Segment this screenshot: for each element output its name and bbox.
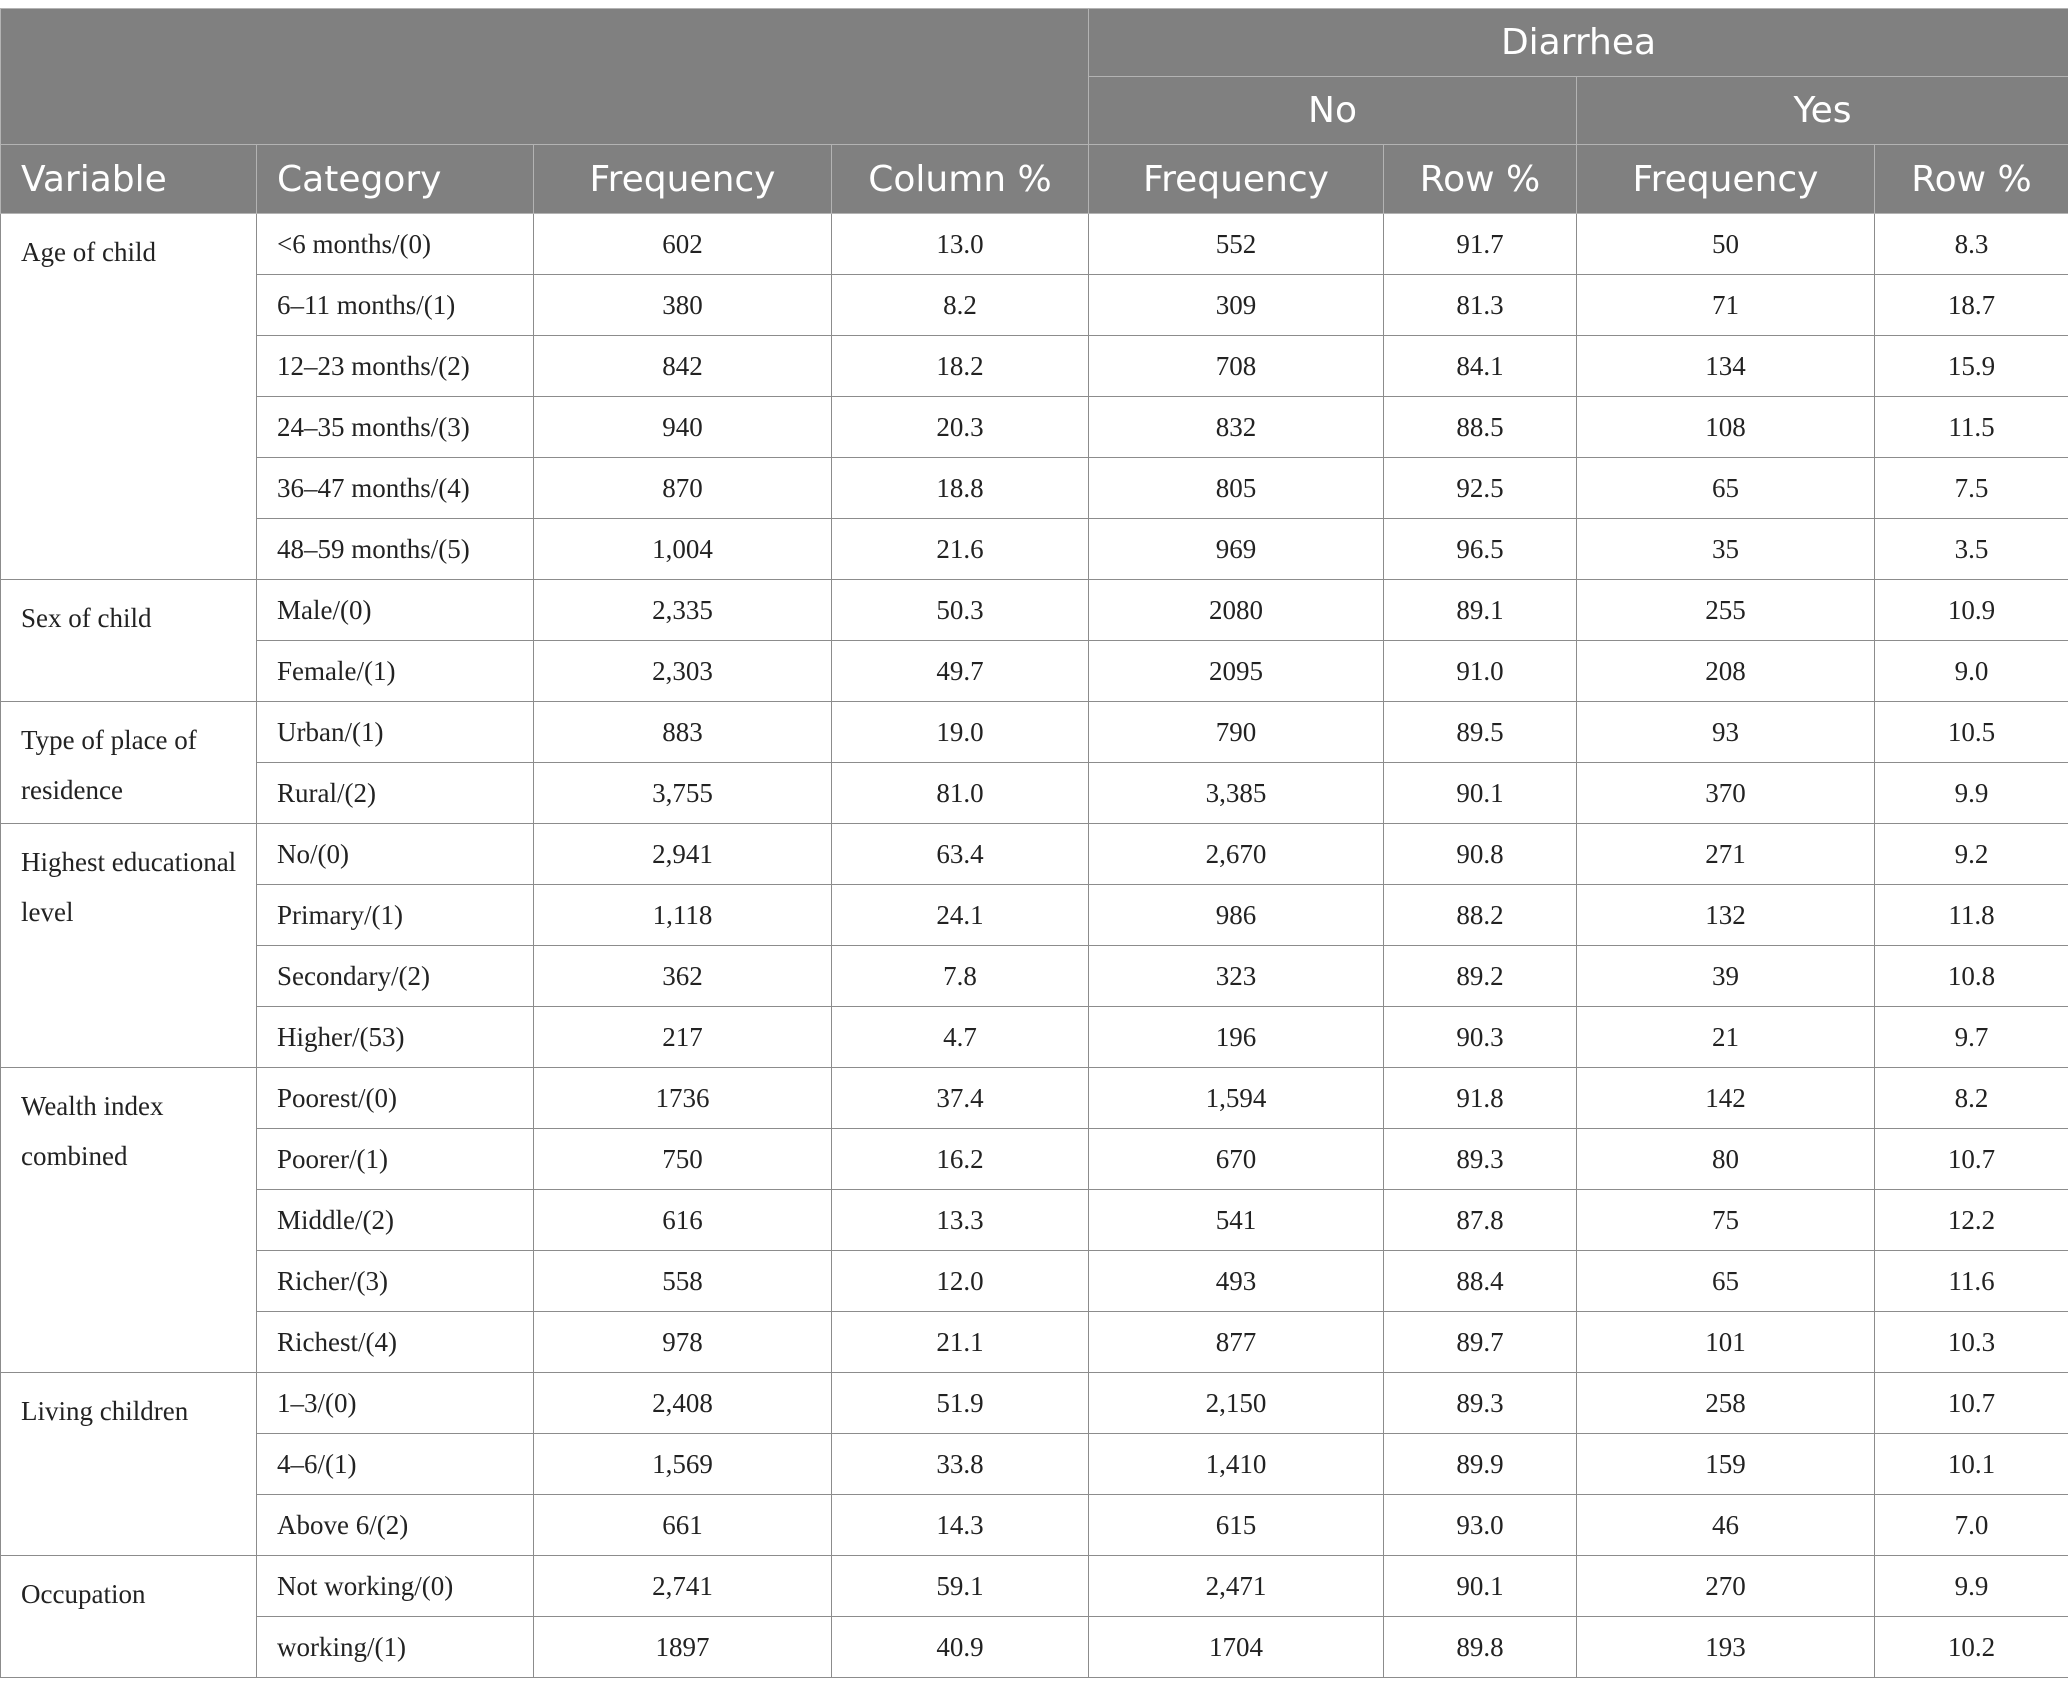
yes-row-pct-cell: 10.9: [1875, 580, 2068, 641]
no-frequency-cell: 670: [1089, 1129, 1384, 1190]
yes-row-pct-cell: 7.0: [1875, 1495, 2068, 1556]
yes-frequency-cell: 71: [1577, 275, 1875, 336]
variable-cell: Highest educational level: [1, 824, 257, 1068]
yes-frequency-cell: 134: [1577, 336, 1875, 397]
frequency-cell: 1,004: [534, 519, 832, 580]
table-row: [1, 1129, 2068, 1190]
category-cell: Poorer/(1): [257, 1129, 534, 1190]
no-row-pct-cell: 96.5: [1384, 519, 1577, 580]
yes-frequency-cell: 255: [1577, 580, 1875, 641]
category-cell: Not working/(0): [257, 1556, 534, 1617]
col-header-no-row-pct: Row %: [1384, 145, 1577, 214]
category-cell: working/(1): [257, 1617, 534, 1678]
col-header-yes-frequency: Frequency: [1577, 145, 1875, 214]
yes-row-pct-cell: 15.9: [1875, 336, 2068, 397]
yes-row-pct-cell: 10.5: [1875, 702, 2068, 763]
yes-row-pct-cell: 8.2: [1875, 1068, 2068, 1129]
column-pct-cell: 4.7: [832, 1007, 1089, 1068]
yes-frequency-cell: 101: [1577, 1312, 1875, 1373]
yes-frequency-cell: 75: [1577, 1190, 1875, 1251]
no-row-pct-cell: 89.8: [1384, 1617, 1577, 1678]
yes-row-pct-cell: 10.8: [1875, 946, 2068, 1007]
diarrhea-table: [0, 8, 2068, 1678]
category-cell: Higher/(53): [257, 1007, 534, 1068]
table-row: [1, 458, 2068, 519]
variable-cell: Living children: [1, 1373, 257, 1556]
category-cell: 4–6/(1): [257, 1434, 534, 1495]
column-pct-cell: 59.1: [832, 1556, 1089, 1617]
yes-frequency-cell: 80: [1577, 1129, 1875, 1190]
table-row: [1, 1068, 2068, 1129]
frequency-cell: 380: [534, 275, 832, 336]
yes-row-pct-cell: 10.7: [1875, 1129, 2068, 1190]
table-row: [1, 824, 2068, 885]
category-cell: 1–3/(0): [257, 1373, 534, 1434]
column-pct-cell: 37.4: [832, 1068, 1089, 1129]
no-row-pct-cell: 88.5: [1384, 397, 1577, 458]
frequency-cell: 1,569: [534, 1434, 832, 1495]
no-row-pct-cell: 89.5: [1384, 702, 1577, 763]
no-row-pct-cell: 88.2: [1384, 885, 1577, 946]
no-frequency-cell: 196: [1089, 1007, 1384, 1068]
table-row: [1, 1434, 2068, 1495]
no-row-pct-cell: 87.8: [1384, 1190, 1577, 1251]
category-cell: 6–11 months/(1): [257, 275, 534, 336]
yes-frequency-cell: 65: [1577, 458, 1875, 519]
table-body: [1, 214, 2068, 1678]
no-row-pct-cell: 89.9: [1384, 1434, 1577, 1495]
column-pct-cell: 14.3: [832, 1495, 1089, 1556]
header-yes: Yes: [1577, 77, 2068, 145]
column-pct-cell: 13.3: [832, 1190, 1089, 1251]
column-pct-cell: 21.6: [832, 519, 1089, 580]
yes-frequency-cell: 39: [1577, 946, 1875, 1007]
frequency-cell: 1736: [534, 1068, 832, 1129]
column-pct-cell: 18.8: [832, 458, 1089, 519]
category-cell: Rural/(2): [257, 763, 534, 824]
column-pct-cell: 51.9: [832, 1373, 1089, 1434]
no-row-pct-cell: 89.3: [1384, 1129, 1577, 1190]
table-row: [1, 1251, 2068, 1312]
yes-row-pct-cell: 7.5: [1875, 458, 2068, 519]
variable-cell: Sex of child: [1, 580, 257, 702]
table-row: [1, 763, 2068, 824]
frequency-cell: 2,335: [534, 580, 832, 641]
no-frequency-cell: 1,410: [1089, 1434, 1384, 1495]
table-row: [1, 1617, 2068, 1678]
column-pct-cell: 63.4: [832, 824, 1089, 885]
column-pct-cell: 40.9: [832, 1617, 1089, 1678]
no-frequency-cell: 805: [1089, 458, 1384, 519]
frequency-cell: 558: [534, 1251, 832, 1312]
category-cell: 36–47 months/(4): [257, 458, 534, 519]
table-row: [1, 1495, 2068, 1556]
column-pct-cell: 49.7: [832, 641, 1089, 702]
yes-frequency-cell: 270: [1577, 1556, 1875, 1617]
category-cell: Above 6/(2): [257, 1495, 534, 1556]
table-row: [1, 946, 2068, 1007]
no-frequency-cell: 708: [1089, 336, 1384, 397]
frequency-cell: 661: [534, 1495, 832, 1556]
category-cell: Poorest/(0): [257, 1068, 534, 1129]
table-row: [1, 336, 2068, 397]
variable-cell: Type of place of residence: [1, 702, 257, 824]
no-row-pct-cell: 89.2: [1384, 946, 1577, 1007]
no-frequency-cell: 986: [1089, 885, 1384, 946]
category-cell: 48–59 months/(5): [257, 519, 534, 580]
column-pct-cell: 13.0: [832, 214, 1089, 275]
col-header-frequency: Frequency: [534, 145, 832, 214]
table-row: [1, 519, 2068, 580]
yes-row-pct-cell: 10.1: [1875, 1434, 2068, 1495]
yes-row-pct-cell: 11.5: [1875, 397, 2068, 458]
no-row-pct-cell: 89.1: [1384, 580, 1577, 641]
table-row: [1, 702, 2068, 763]
frequency-cell: 1897: [534, 1617, 832, 1678]
yes-row-pct-cell: 10.2: [1875, 1617, 2068, 1678]
category-cell: Richest/(4): [257, 1312, 534, 1373]
col-header-no-frequency: Frequency: [1089, 145, 1384, 214]
yes-row-pct-cell: 18.7: [1875, 275, 2068, 336]
table-row: [1, 885, 2068, 946]
no-frequency-cell: 2080: [1089, 580, 1384, 641]
category-cell: Middle/(2): [257, 1190, 534, 1251]
frequency-cell: 2,941: [534, 824, 832, 885]
table-row: [1, 1312, 2068, 1373]
no-frequency-cell: 323: [1089, 946, 1384, 1007]
table-row: [1, 1007, 2068, 1068]
yes-frequency-cell: 108: [1577, 397, 1875, 458]
no-frequency-cell: 2095: [1089, 641, 1384, 702]
yes-frequency-cell: 50: [1577, 214, 1875, 275]
no-row-pct-cell: 91.8: [1384, 1068, 1577, 1129]
yes-row-pct-cell: 11.8: [1875, 885, 2068, 946]
frequency-cell: 3,755: [534, 763, 832, 824]
no-row-pct-cell: 89.7: [1384, 1312, 1577, 1373]
frequency-cell: 870: [534, 458, 832, 519]
yes-frequency-cell: 93: [1577, 702, 1875, 763]
column-pct-cell: 19.0: [832, 702, 1089, 763]
frequency-cell: 842: [534, 336, 832, 397]
category-cell: Urban/(1): [257, 702, 534, 763]
no-row-pct-cell: 84.1: [1384, 336, 1577, 397]
column-pct-cell: 8.2: [832, 275, 1089, 336]
no-row-pct-cell: 91.0: [1384, 641, 1577, 702]
no-row-pct-cell: 89.3: [1384, 1373, 1577, 1434]
variable-cell: Occupation: [1, 1556, 257, 1678]
table-container: [0, 8, 2068, 1678]
yes-row-pct-cell: 9.0: [1875, 641, 2068, 702]
yes-frequency-cell: 142: [1577, 1068, 1875, 1129]
table-row: [1, 641, 2068, 702]
frequency-cell: 616: [534, 1190, 832, 1251]
column-pct-cell: 7.8: [832, 946, 1089, 1007]
column-pct-cell: 81.0: [832, 763, 1089, 824]
no-frequency-cell: 615: [1089, 1495, 1384, 1556]
frequency-cell: 750: [534, 1129, 832, 1190]
no-row-pct-cell: 90.1: [1384, 763, 1577, 824]
category-cell: Secondary/(2): [257, 946, 534, 1007]
frequency-cell: 362: [534, 946, 832, 1007]
category-cell: No/(0): [257, 824, 534, 885]
header-no: No: [1089, 77, 1577, 145]
variable-cell: Wealth index combined: [1, 1068, 257, 1373]
column-pct-cell: 20.3: [832, 397, 1089, 458]
yes-frequency-cell: 35: [1577, 519, 1875, 580]
table-row: [1, 275, 2068, 336]
frequency-cell: 883: [534, 702, 832, 763]
no-frequency-cell: 790: [1089, 702, 1384, 763]
no-row-pct-cell: 93.0: [1384, 1495, 1577, 1556]
no-frequency-cell: 2,471: [1089, 1556, 1384, 1617]
column-pct-cell: 33.8: [832, 1434, 1089, 1495]
yes-row-pct-cell: 8.3: [1875, 214, 2068, 275]
no-row-pct-cell: 90.3: [1384, 1007, 1577, 1068]
no-row-pct-cell: 88.4: [1384, 1251, 1577, 1312]
no-row-pct-cell: 90.1: [1384, 1556, 1577, 1617]
yes-row-pct-cell: 9.9: [1875, 1556, 2068, 1617]
category-cell: Male/(0): [257, 580, 534, 641]
frequency-cell: 940: [534, 397, 832, 458]
yes-frequency-cell: 370: [1577, 763, 1875, 824]
variable-cell: Age of child: [1, 214, 257, 580]
no-frequency-cell: 969: [1089, 519, 1384, 580]
category-cell: Primary/(1): [257, 885, 534, 946]
col-header-variable: Variable: [1, 145, 257, 214]
frequency-cell: 2,303: [534, 641, 832, 702]
frequency-cell: 217: [534, 1007, 832, 1068]
frequency-cell: 602: [534, 214, 832, 275]
no-row-pct-cell: 90.8: [1384, 824, 1577, 885]
column-pct-cell: 16.2: [832, 1129, 1089, 1190]
frequency-cell: 2,741: [534, 1556, 832, 1617]
no-frequency-cell: 2,670: [1089, 824, 1384, 885]
column-pct-cell: 21.1: [832, 1312, 1089, 1373]
frequency-cell: 2,408: [534, 1373, 832, 1434]
category-cell: 24–35 months/(3): [257, 397, 534, 458]
table-row: [1, 214, 2068, 275]
yes-row-pct-cell: 10.3: [1875, 1312, 2068, 1373]
no-row-pct-cell: 91.7: [1384, 214, 1577, 275]
table-row: [1, 580, 2068, 641]
no-frequency-cell: 493: [1089, 1251, 1384, 1312]
yes-row-pct-cell: 9.2: [1875, 824, 2068, 885]
yes-frequency-cell: 271: [1577, 824, 1875, 885]
header-blank: [1, 9, 1089, 145]
category-cell: <6 months/(0): [257, 214, 534, 275]
col-header-column-pct: Column %: [832, 145, 1089, 214]
yes-row-pct-cell: 10.7: [1875, 1373, 2068, 1434]
no-row-pct-cell: 81.3: [1384, 275, 1577, 336]
table-row: [1, 1556, 2068, 1617]
header-diarrhea: Diarrhea: [1089, 9, 2068, 77]
yes-frequency-cell: 65: [1577, 1251, 1875, 1312]
no-frequency-cell: 2,150: [1089, 1373, 1384, 1434]
frequency-cell: 1,118: [534, 885, 832, 946]
no-frequency-cell: 1704: [1089, 1617, 1384, 1678]
col-header-category: Category: [257, 145, 534, 214]
table-row: [1, 397, 2068, 458]
no-frequency-cell: 541: [1089, 1190, 1384, 1251]
no-frequency-cell: 3,385: [1089, 763, 1384, 824]
no-row-pct-cell: 92.5: [1384, 458, 1577, 519]
yes-frequency-cell: 258: [1577, 1373, 1875, 1434]
yes-row-pct-cell: 9.7: [1875, 1007, 2068, 1068]
yes-row-pct-cell: 12.2: [1875, 1190, 2068, 1251]
no-frequency-cell: 552: [1089, 214, 1384, 275]
yes-frequency-cell: 132: [1577, 885, 1875, 946]
yes-row-pct-cell: 11.6: [1875, 1251, 2068, 1312]
yes-frequency-cell: 159: [1577, 1434, 1875, 1495]
yes-frequency-cell: 193: [1577, 1617, 1875, 1678]
yes-frequency-cell: 208: [1577, 641, 1875, 702]
frequency-cell: 978: [534, 1312, 832, 1373]
no-frequency-cell: 309: [1089, 275, 1384, 336]
yes-frequency-cell: 46: [1577, 1495, 1875, 1556]
yes-frequency-cell: 21: [1577, 1007, 1875, 1068]
no-frequency-cell: 877: [1089, 1312, 1384, 1373]
no-frequency-cell: 1,594: [1089, 1068, 1384, 1129]
column-pct-cell: 50.3: [832, 580, 1089, 641]
table-header: [1, 9, 2068, 214]
table-row: [1, 1190, 2068, 1251]
table-row: [1, 1373, 2068, 1434]
column-pct-cell: 24.1: [832, 885, 1089, 946]
yes-row-pct-cell: 9.9: [1875, 763, 2068, 824]
category-cell: 12–23 months/(2): [257, 336, 534, 397]
no-frequency-cell: 832: [1089, 397, 1384, 458]
column-pct-cell: 12.0: [832, 1251, 1089, 1312]
column-pct-cell: 18.2: [832, 336, 1089, 397]
col-header-yes-row-pct: Row %: [1875, 145, 2068, 214]
category-cell: Richer/(3): [257, 1251, 534, 1312]
category-cell: Female/(1): [257, 641, 534, 702]
yes-row-pct-cell: 3.5: [1875, 519, 2068, 580]
